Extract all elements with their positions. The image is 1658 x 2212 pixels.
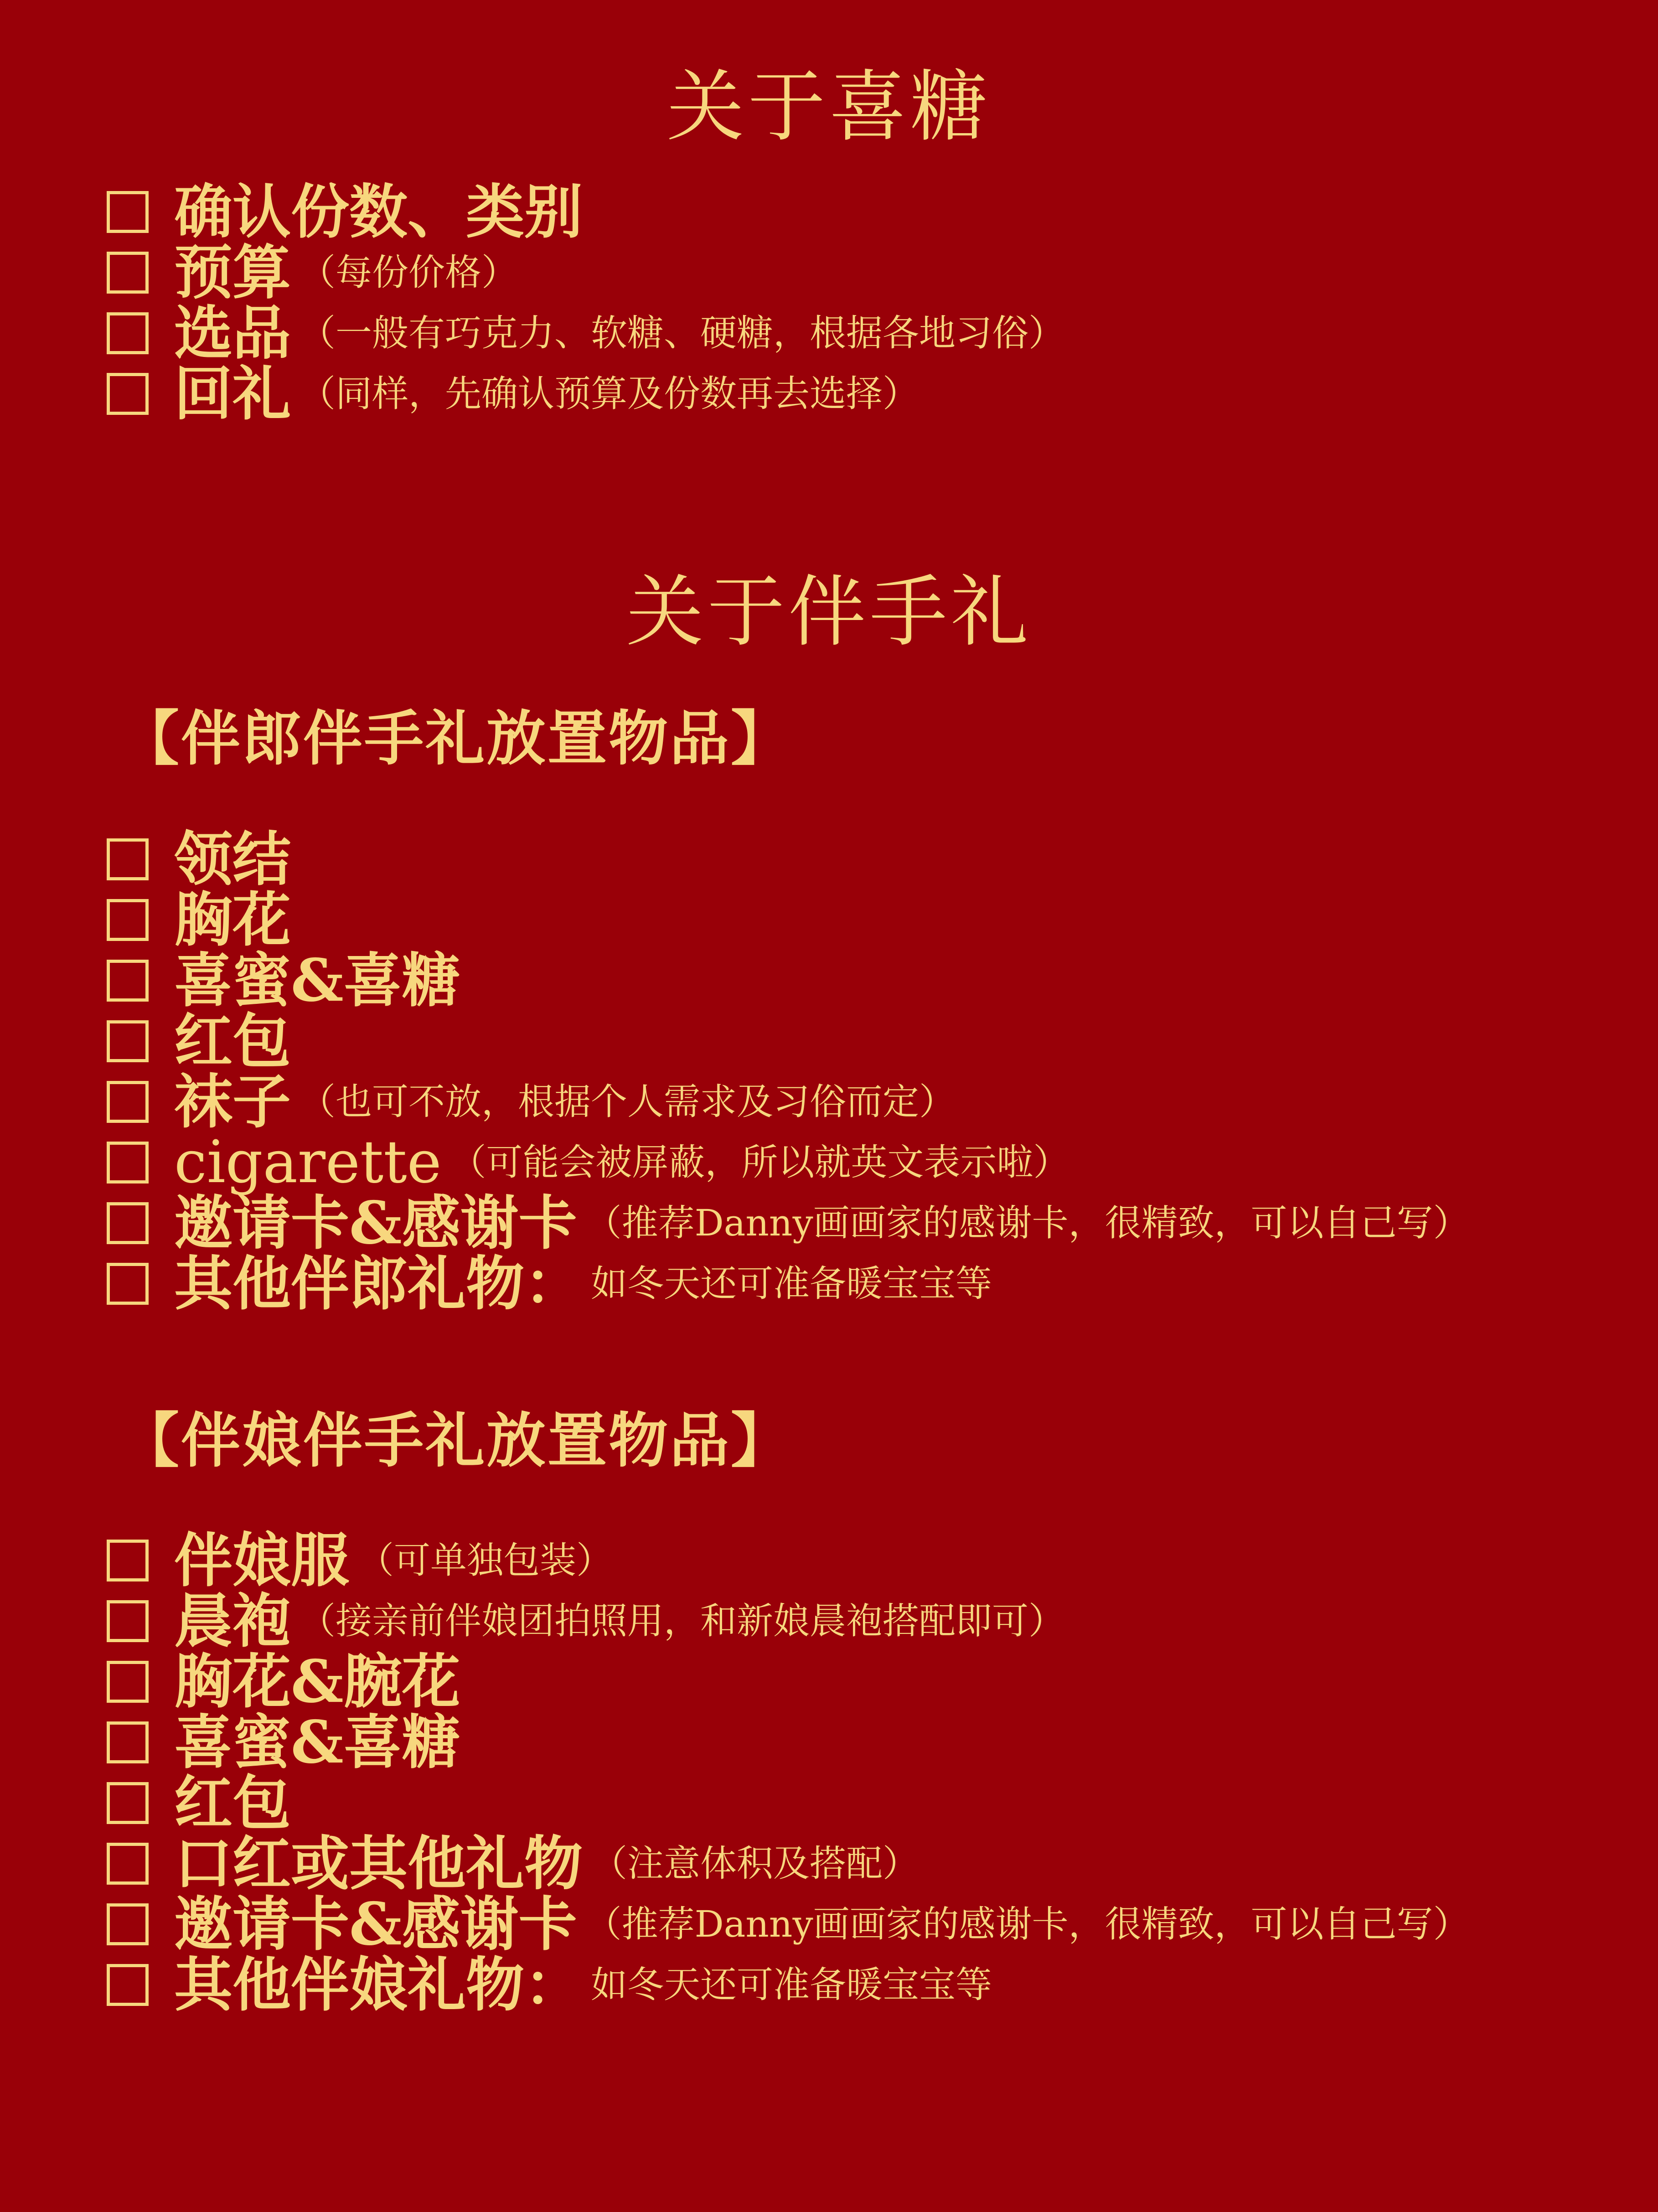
checklist-item[interactable] bbox=[107, 299, 1065, 367]
checklist-item[interactable] bbox=[107, 1007, 299, 1075]
checklist-item[interactable] bbox=[107, 1068, 956, 1136]
checkbox[interactable] bbox=[107, 373, 149, 415]
checkbox[interactable] bbox=[107, 1661, 149, 1703]
checkbox[interactable] bbox=[107, 1540, 149, 1581]
item-label: 邀请卡&感谢卡 bbox=[174, 1890, 577, 1959]
checkbox[interactable] bbox=[107, 960, 149, 1002]
item-label: cigarette bbox=[174, 1128, 442, 1196]
checklist-item[interactable] bbox=[107, 178, 591, 246]
item-note: 如冬天还可准备暖宝宝等 bbox=[591, 1964, 992, 2006]
section-title-candy: 关于喜糖 bbox=[666, 62, 992, 152]
checkbox[interactable] bbox=[107, 899, 149, 941]
checkbox[interactable] bbox=[107, 838, 149, 880]
item-note: （注意体积及搭配） bbox=[591, 1842, 919, 1885]
item-note: （可单独包装） bbox=[357, 1539, 613, 1581]
checkbox[interactable] bbox=[107, 1964, 149, 2006]
item-note: （推荐Danny画画家的感谢卡，很精致，可以自己写） bbox=[585, 1903, 1470, 1945]
checklist-item[interactable] bbox=[107, 1526, 613, 1595]
checkbox[interactable] bbox=[107, 1903, 149, 1945]
item-label: 红包 bbox=[174, 1769, 291, 1837]
checkbox[interactable] bbox=[107, 1020, 149, 1062]
checkbox[interactable] bbox=[107, 1202, 149, 1244]
checkbox[interactable] bbox=[107, 1721, 149, 1763]
checklist-item[interactable] bbox=[107, 1769, 299, 1837]
checkbox[interactable] bbox=[107, 1600, 149, 1642]
checkbox[interactable] bbox=[107, 252, 149, 294]
item-note: （也可不放，根据个人需求及习俗而定） bbox=[299, 1080, 956, 1123]
checkbox[interactable] bbox=[107, 1263, 149, 1305]
item-note: （可能会被屏蔽，所以就英文表示啦） bbox=[449, 1141, 1070, 1184]
item-label: 胸花&腕花 bbox=[174, 1648, 460, 1716]
item-label: 晨袍 bbox=[174, 1587, 291, 1655]
checkbox[interactable] bbox=[107, 191, 149, 233]
checklist-item[interactable] bbox=[107, 1587, 1065, 1655]
checklist-item[interactable] bbox=[107, 1890, 1470, 1959]
item-label: 选品 bbox=[174, 299, 291, 367]
item-label: 预算 bbox=[174, 238, 291, 307]
checkbox[interactable] bbox=[107, 1843, 149, 1885]
groomsmen-heading: 【伴郎伴手礼放置物品】 bbox=[120, 703, 792, 773]
item-label: 红包 bbox=[174, 1007, 291, 1075]
item-label: 伴娘服 bbox=[174, 1526, 350, 1595]
checklist-item[interactable] bbox=[107, 238, 518, 307]
checklist-item[interactable] bbox=[107, 886, 299, 954]
item-note: 如冬天还可准备暖宝宝等 bbox=[591, 1262, 992, 1305]
item-label: 回礼 bbox=[174, 360, 291, 428]
item-label: 胸花 bbox=[174, 886, 291, 954]
checklist-item[interactable] bbox=[107, 1708, 469, 1777]
checklist-item[interactable] bbox=[107, 1648, 469, 1716]
item-label: 确认份数、类别 bbox=[174, 178, 583, 246]
item-label: 喜蜜&喜糖 bbox=[174, 1708, 460, 1777]
checklist-item[interactable] bbox=[107, 1951, 992, 2019]
checklist-item[interactable] bbox=[107, 360, 919, 428]
item-note: （推荐Danny画画家的感谢卡，很精致，可以自己写） bbox=[585, 1202, 1470, 1244]
checklist-item[interactable] bbox=[107, 946, 469, 1015]
item-label: 口红或其他礼物 bbox=[174, 1830, 583, 1898]
checklist-item[interactable] bbox=[107, 1830, 919, 1898]
item-label: 袜子 bbox=[174, 1068, 291, 1136]
checkbox[interactable] bbox=[107, 1782, 149, 1824]
item-note: （一般有巧克力、软糖、硬糖，根据各地习俗） bbox=[299, 312, 1065, 354]
checkbox[interactable] bbox=[107, 1081, 149, 1123]
item-label: 其他伴娘礼物： bbox=[174, 1951, 583, 2019]
checkbox[interactable] bbox=[107, 312, 149, 354]
item-label: 喜蜜&喜糖 bbox=[174, 946, 460, 1015]
checklist-item[interactable] bbox=[107, 825, 299, 894]
item-note: （同样，先确认预算及份数再去选择） bbox=[299, 372, 919, 415]
item-label: 邀请卡&感谢卡 bbox=[174, 1189, 577, 1257]
item-note: （接亲前伴娘团拍照用，和新娘晨袍搭配即可） bbox=[299, 1600, 1065, 1642]
checklist-item[interactable] bbox=[107, 1189, 1470, 1257]
checklist-item[interactable] bbox=[107, 1250, 992, 1318]
checkbox[interactable] bbox=[107, 1142, 149, 1184]
section-title-gifts: 关于伴手礼 bbox=[626, 567, 1032, 657]
item-note: （每份价格） bbox=[299, 251, 518, 294]
item-label: 领结 bbox=[174, 825, 291, 894]
bridesmaids-heading: 【伴娘伴手礼放置物品】 bbox=[120, 1406, 792, 1475]
checklist-item[interactable] bbox=[107, 1128, 1070, 1196]
item-label: 其他伴郎礼物： bbox=[174, 1250, 583, 1318]
